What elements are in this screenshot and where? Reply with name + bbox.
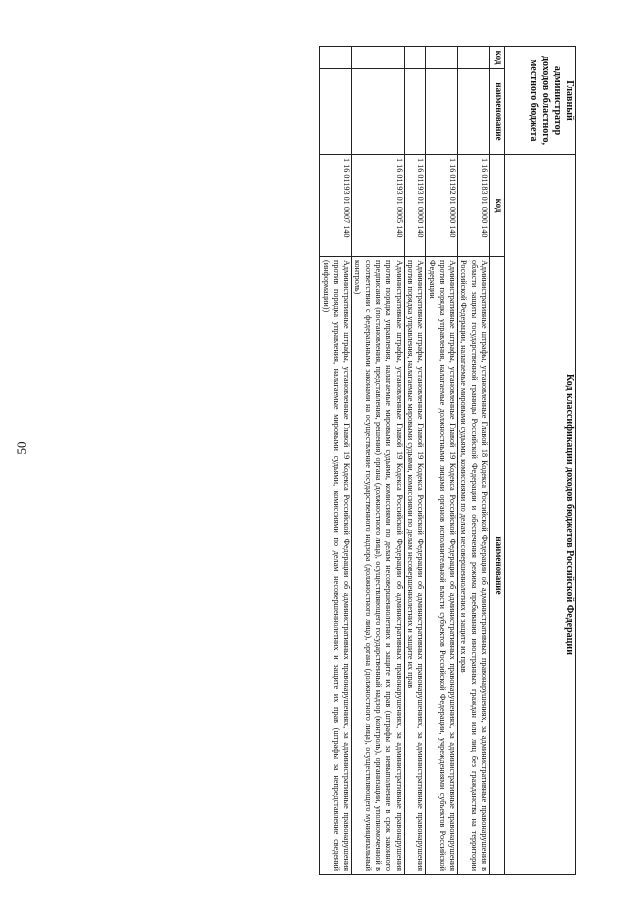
budget-name-cell: Административные штрафы, установленные Главой 18 Кодекса Российской Федерации об административных правонарушениях, за административные правонарушения в области защиты государственной границы Российской Федерации и обеспечения режима пребывания иностранных граждан или лиц без гражданства на территории Российской Федерации, налагаемые мировыми судьями, комиссиями по делам несовершеннолетних и защите их прав [458,257,490,875]
admin-name-cell [458,69,490,155]
admin-name-cell [426,69,458,155]
budget-name-cell: Административные штрафы, установленные Главой 19 Кодекса Российской Федерации об административных правонарушениях, за административные правонарушения против порядка управления, налагаемые мировыми судьями, комиссиями по делам несовершеннолетних и защите их прав [404,257,426,875]
admin-code-cell [426,47,458,69]
table-row [426,47,458,875]
budget-classification-table [319,46,576,875]
rotated-page-content [90,46,576,874]
admin-group-header: Главный администратор доходов областного, местного бюджета [505,47,576,155]
table-row [404,47,426,875]
admin-code-cell [458,47,490,69]
budget-code-cell: 1 16 01193 01 0000 140 [404,155,426,257]
admin-code-cell [320,47,352,69]
budget-code-cell: 1 16 01193 01 0005 140 [352,155,404,257]
budget-name-cell: Административные штрафы, установленные Главой 19 Кодекса Российской Федерации об административных правонарушениях, за административные правонарушения против порядка управления, налагаемые мировыми судьями, комиссиями по делам несовершеннолетних и защите их прав (штрафы за невыполнение в срок законного предписания (постановления, представления, решения) органа (должностного лица), осуществляющего государственный надзор (контроль), организации, уполномоченной в соответствии с федеральными законами на осуществление государственного надзора (должностного лица), органа (должностного лица), осуществляющего муниципальный контроль) [352,257,404,875]
budget-name-header: наименование [490,257,505,875]
admin-code-cell [352,47,404,69]
page-number: 50 [14,441,29,455]
admin-name-cell [352,69,404,155]
admin-name-header: наименование [490,69,505,155]
budget-code-header: код [490,155,505,257]
budget-name-cell: Административные штрафы, установленные Главой 19 Кодекса Российской Федерации об административных правонарушениях, за административные правонарушения против порядка управления, налагаемые должностными лицами органов исполнительной власти субъектов Российской Федерации, учреждениями субъектов Российской Федерации [426,257,458,875]
budget-code-cell: 1 16 01192 01 0000 140 [426,155,458,257]
budget-code-cell: 1 16 01193 01 0007 140 [320,155,352,257]
table-row [320,47,352,875]
admin-name-cell [404,69,426,155]
admin-name-cell [320,69,352,155]
budget-code-cell: 1 16 01183 01 0000 140 [458,155,490,257]
budget-name-cell: Административные штрафы, установленные Главой 19 Кодекса Российской Федерации об административных правонарушениях, за административные правонарушения против порядка управления, налагаемые мировыми судьями, комиссиями по делам несовершеннолетних и защите их прав (штрафы за непредставление сведений (информации)) [320,257,352,875]
admin-code-cell [404,47,426,69]
table-row [458,47,490,875]
admin-code-header: код [490,47,505,69]
table-row [352,47,404,875]
budget-group-header: Код классификации доходов бюджетов Российской Федерации [505,155,576,875]
